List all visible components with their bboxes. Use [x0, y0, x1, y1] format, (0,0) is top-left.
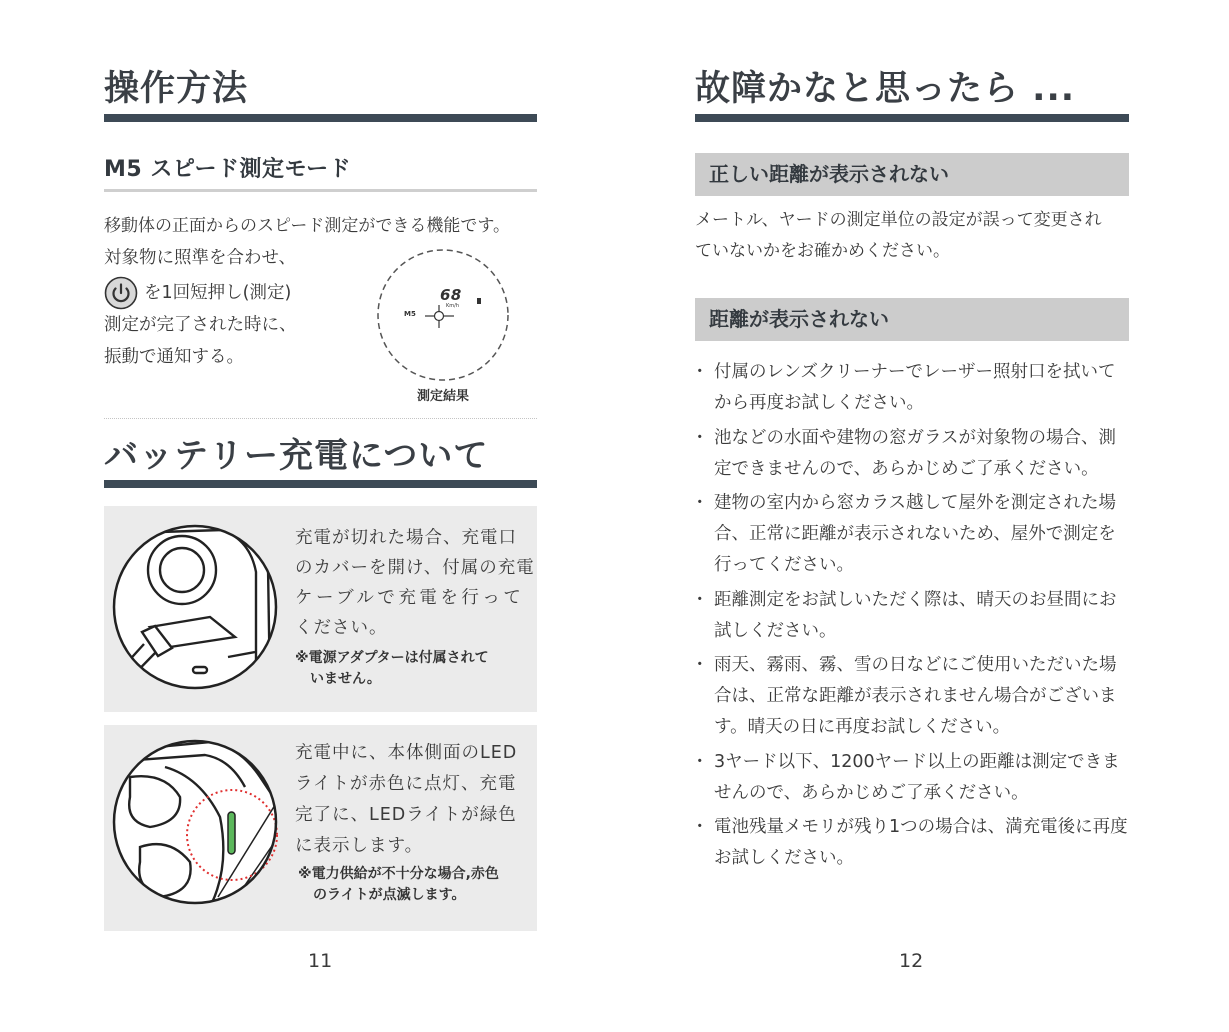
page-number-left: 11: [308, 950, 333, 972]
mode-description: 移動体の正面からのスピード測定ができる機能です。: [104, 216, 510, 236]
title-underline: [104, 114, 537, 122]
section-2-heading: 距離が表示されない: [695, 298, 1129, 341]
speed-value: 68: [440, 286, 462, 304]
list-item: ・ 建物の室内から窓カラス越して屋外を測定された場合、正常に距離が表示されないため、屋外で測定を行ってください。: [695, 488, 1129, 581]
list-item: ・ 池などの水面や建物の窓ガラスが対象物の場合、測定できませんので、あらかじめご了承ください。: [695, 423, 1129, 485]
panel-1-line-4: ください。: [295, 618, 388, 638]
viewfinder-circle: [376, 248, 510, 382]
troubleshooting-title-underline: [695, 114, 1129, 122]
list-item: ・ 雨天、霧雨、霧、雪の日などにご使用いただいた場合は、正常な距離が表示されません場合がございます。晴天の日に再度お試しください。: [695, 650, 1129, 743]
section-1-line-1: メートル、ヤードの測定単位の設定が誤って変更され: [695, 210, 1102, 230]
troubleshooting-title: 故障かなと思ったら ...: [695, 69, 1076, 109]
list-item: ・ 電池残量メモリが残り1つの場合は、満充電後に再度お試しください。: [695, 812, 1129, 874]
charging-title: バッテリー充電について: [104, 436, 489, 476]
panel-1-note-1: ※電源アダプターは付属されて: [295, 650, 489, 666]
panel-2-note-1: ※電力供給が不十分な場合,赤色: [298, 866, 499, 882]
step-line-3: 測定が完了された時に、: [104, 315, 297, 335]
charging-cable-illustration: [110, 522, 280, 692]
panel-1-line-2: のカバーを開け、付属の充電: [295, 558, 535, 578]
left-page: [104, 0, 537, 1032]
green-led: [228, 812, 235, 854]
right-page: [695, 0, 1129, 1032]
measurement-display: [376, 248, 510, 382]
section-1-line-2: ていないかをお確かめください。: [695, 241, 950, 261]
charging-panel-1: [104, 506, 537, 712]
step-line-1: 対象物に照準を合わせ、: [104, 248, 296, 268]
list-item: ・ 距離測定をお試しいただく際は、晴天のお昼間にお試しください。: [695, 585, 1129, 647]
charging-panel-2: [104, 725, 537, 931]
panel-1-line-3: ケーブルで充電を行って: [295, 588, 525, 608]
divider: [104, 418, 537, 419]
mode-label: M5: [404, 310, 416, 318]
panel-2-line-1: 充電中に、本体側面のLED: [295, 743, 518, 763]
power-icon: [104, 276, 138, 310]
page-number-right: 12: [899, 950, 924, 972]
panel-2-line-2: ライトが赤色に点灯、充電: [295, 774, 517, 794]
panel-2-line-3: 完了に、LEDライトが緑色: [295, 805, 517, 825]
list-item: ・ 3ヤード以下、1200ヤード以上の距離は測定できませんので、あらかじめご了承ください。: [695, 747, 1129, 809]
panel-2-line-4: に表示します。: [295, 836, 424, 856]
speed-unit: Km/h: [446, 303, 460, 309]
charging-title-underline: [104, 480, 537, 488]
step-line-4: 振動で通知する。: [104, 347, 244, 367]
troubleshooting-list: [695, 357, 1129, 878]
step-line-2: [104, 276, 291, 310]
step-line-2-text: を1回短押し(測定): [144, 282, 292, 303]
display-caption: 測定結果: [417, 389, 470, 404]
list-item: ・ 付属のレンズクリーナーでレーザー照射口を拭いてから再度お試しください。: [695, 357, 1129, 419]
battery-icon: [477, 298, 481, 304]
panel-2-note-2: のライトが点滅します。: [313, 887, 466, 903]
mode-heading-underline: [104, 189, 537, 192]
led-indicator-illustration: [110, 737, 280, 907]
panel-1-note-2: いません。: [310, 671, 381, 687]
panel-1-line-1: 充電が切れた場合、充電口: [295, 528, 517, 548]
page-title: 操作方法: [104, 69, 249, 109]
section-1-heading: 正しい距離が表示されない: [695, 153, 1129, 196]
mode-heading: M5 スピード測定モード: [104, 157, 352, 182]
